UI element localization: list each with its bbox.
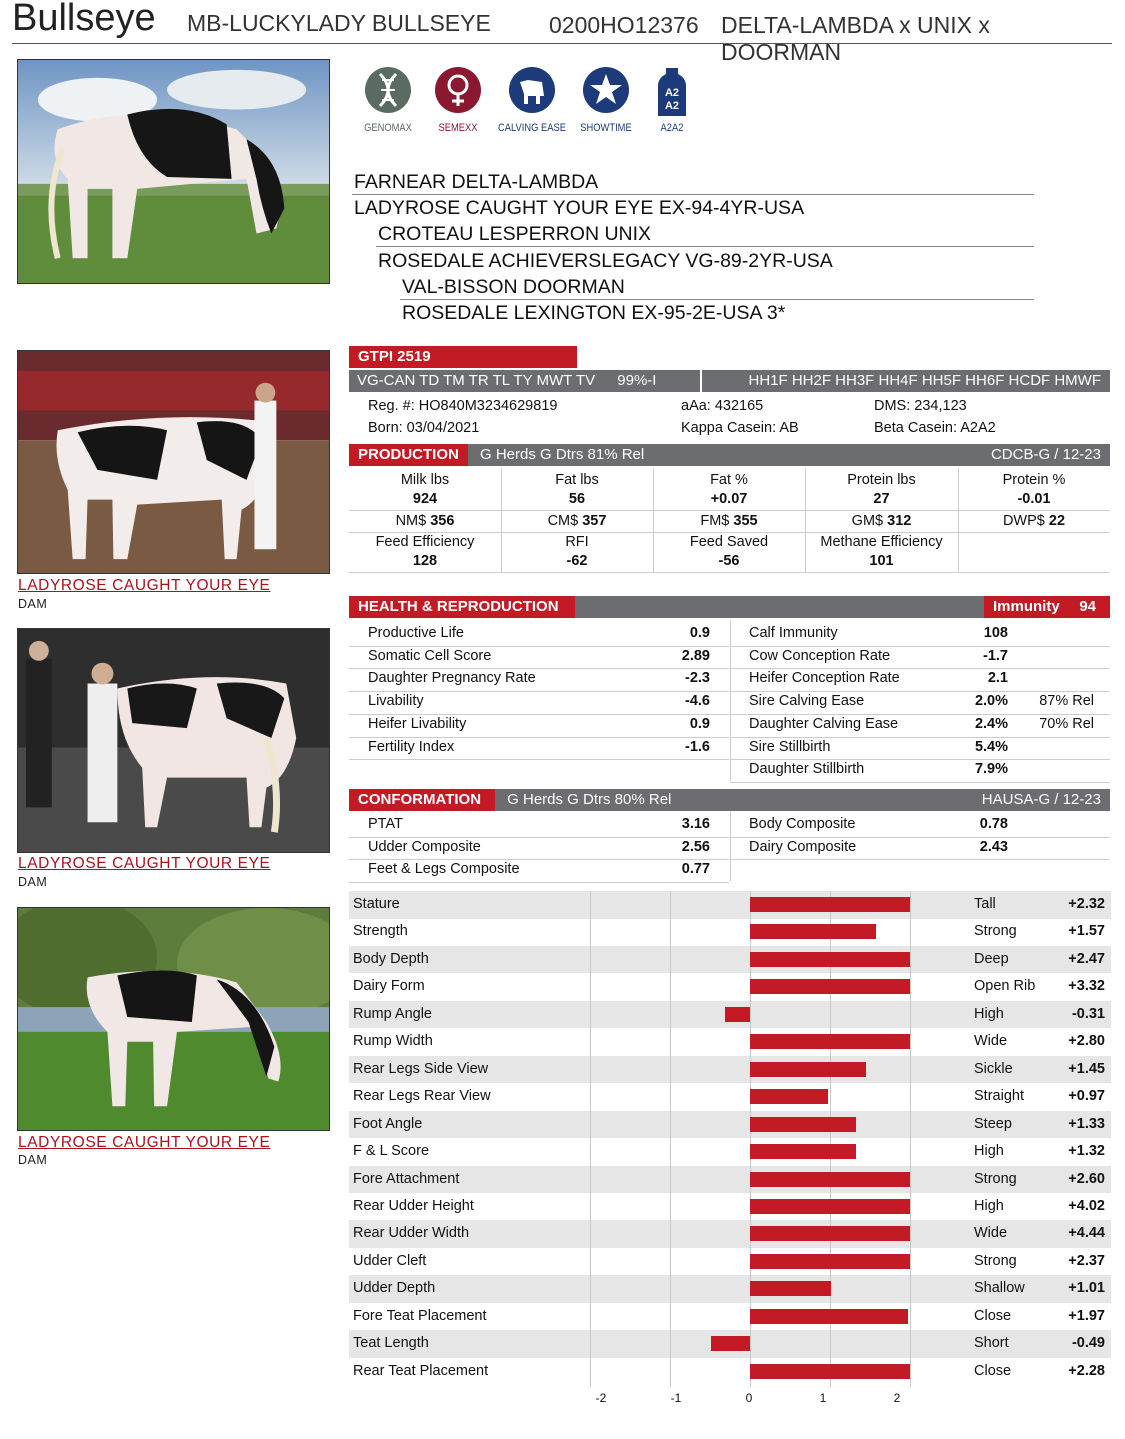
- chart-gridline: [670, 891, 671, 1387]
- grid-line: [730, 691, 1110, 692]
- trait-bar: [750, 1144, 856, 1159]
- index-value: 312: [887, 513, 912, 529]
- efficiency-value: 128: [412, 553, 438, 569]
- immunity-label: Immunity: [993, 598, 1060, 615]
- efficiency-value: -56: [718, 553, 740, 569]
- milk-bottle-icon: [656, 66, 688, 118]
- a2a2-logo: [632, 66, 712, 134]
- logo-label: SHOWTIME: [580, 122, 632, 134]
- trait-descriptor: Open Rib: [974, 978, 1036, 995]
- production-header: [349, 444, 1110, 466]
- aaa-code: aAa: 432165: [681, 398, 764, 414]
- linear-row: [349, 1303, 1111, 1331]
- conformation-label: PTAT: [368, 816, 403, 832]
- index-value: 355: [733, 513, 758, 529]
- trait-bar: [750, 897, 910, 912]
- production-label: Milk lbs: [400, 472, 450, 488]
- grid-line: [730, 714, 1110, 715]
- production-title: PRODUCTION: [349, 444, 468, 466]
- health-trait-value: 7.9%: [974, 761, 1008, 778]
- trait-descriptor: Close: [974, 1307, 1012, 1324]
- conformation-label: Udder Composite: [368, 838, 481, 855]
- health-trait-label: Cow Conception Rate: [749, 647, 891, 664]
- pedigree-mgs: CROTEAU LESPERRON UNIX: [378, 223, 652, 245]
- trait-descriptor: Close: [974, 1362, 1012, 1379]
- index-label: FM$: [700, 513, 730, 529]
- calf-icon: [508, 66, 556, 114]
- trait-name: F & L Score: [353, 1143, 430, 1160]
- trait-value: +3.32: [1068, 978, 1105, 995]
- health-trait-label: Fertility Index: [368, 738, 455, 755]
- trait-bar: [750, 1199, 910, 1214]
- linear-row: [349, 946, 1111, 974]
- classification-bar: [349, 370, 700, 392]
- trait-descriptor: Wide: [974, 1033, 1008, 1050]
- index-label: GM$: [851, 513, 884, 529]
- dam-photo-3: [17, 907, 330, 1131]
- conformation-title: CONFORMATION: [349, 789, 495, 811]
- trait-name: Rump Angle: [353, 1005, 432, 1022]
- logo-label: SEMEXX: [438, 122, 478, 134]
- linear-row: [349, 973, 1111, 1001]
- logo-label: GENOMAX: [364, 122, 412, 134]
- grid-line: [730, 782, 1110, 783]
- trait-value: +1.01: [1068, 1280, 1105, 1297]
- chart-gridline: [590, 891, 591, 1387]
- index-label: DWP$: [1002, 513, 1045, 529]
- index-cell: [653, 513, 805, 529]
- reg-number: Reg. #: HO840M3234629819: [368, 398, 558, 414]
- linear-row: [349, 1028, 1111, 1056]
- grid-line: [730, 759, 1110, 760]
- trait-bar: [750, 1309, 908, 1324]
- index-label: NM$: [395, 513, 427, 529]
- health-trait-label: Daughter Pregnancy Rate: [368, 670, 536, 687]
- trait-name: Foot Angle: [353, 1115, 423, 1132]
- grid-line: [730, 646, 1110, 647]
- production-label: Fat lbs: [555, 472, 599, 488]
- index-value: 356: [430, 513, 455, 529]
- trait-bar: [750, 924, 876, 939]
- health-trait-label: Sire Stillbirth: [749, 738, 831, 755]
- grid-line: [730, 620, 731, 781]
- conformation-label: Feet & Legs Composite: [368, 861, 520, 878]
- grid-line: [349, 532, 1110, 533]
- grid-line: [730, 737, 1110, 738]
- trait-descriptor: High: [974, 1005, 1004, 1022]
- trait-value: +1.57: [1068, 923, 1105, 940]
- beta-casein: Beta Casein: A2A2: [874, 420, 996, 436]
- health-trait-label: Daughter Stillbirth: [749, 761, 865, 778]
- health-trait-value: 0.9: [689, 715, 710, 732]
- page-header: [12, 0, 1112, 65]
- health-header: [349, 596, 1110, 618]
- efficiency-value: 101: [869, 553, 894, 569]
- linear-row: [349, 918, 1111, 946]
- health-title: HEALTH & REPRODUCTION: [349, 596, 575, 618]
- trait-name: Fore Attachment: [353, 1170, 460, 1187]
- trait-value: +0.97: [1068, 1088, 1105, 1105]
- trait-value: +2.60: [1068, 1170, 1105, 1187]
- trait-name: Teat Length: [353, 1335, 429, 1352]
- trait-name: Rear Teat Placement: [353, 1362, 489, 1379]
- conformation-label: Body Composite: [749, 816, 856, 832]
- classification-codes: VG-CAN TD TM TR TL TY MWT TV: [357, 372, 596, 389]
- trait-name: Rear Legs Side View: [353, 1060, 489, 1077]
- index-value: 357: [582, 513, 607, 529]
- trait-name: Fore Teat Placement: [353, 1307, 487, 1324]
- dam-label-3: DAM: [18, 1153, 48, 1167]
- health-trait-value: 108: [983, 625, 1008, 641]
- production-value: 924: [412, 491, 438, 507]
- svg-text:A2: A2: [664, 87, 680, 99]
- trait-value: +4.44: [1068, 1225, 1105, 1242]
- kappa-casein: Kappa Casein: AB: [681, 420, 799, 436]
- conformation-value: 2.56: [681, 838, 710, 855]
- linear-row: [349, 1111, 1111, 1139]
- grid-line: [805, 468, 806, 572]
- health-trait-value: 0.9: [689, 625, 710, 641]
- linear-trait-chart: [349, 891, 1111, 1411]
- trait-value: +2.37: [1068, 1252, 1105, 1269]
- trait-bar: [750, 1254, 910, 1269]
- trait-descriptor: Shallow: [974, 1280, 1025, 1297]
- grid-line: [349, 691, 729, 692]
- semexx-logo: [418, 66, 498, 134]
- health-trait-label: Productive Life: [368, 625, 464, 641]
- index-cell: [958, 513, 1110, 529]
- grid-line: [349, 859, 729, 860]
- reliability-value: 87% Rel: [1039, 693, 1094, 710]
- grid-line: [730, 859, 1110, 860]
- production-source: CDCB-G / 12-23: [990, 446, 1101, 463]
- trait-descriptor: Wide: [974, 1225, 1008, 1242]
- bull-photo: [17, 59, 330, 284]
- dms-code: DMS: 234,123: [874, 398, 967, 414]
- linear-row: [349, 891, 1111, 919]
- trait-descriptor: Steep: [974, 1115, 1012, 1132]
- conformation-header: [349, 789, 1110, 811]
- trait-bar: [750, 1172, 910, 1187]
- health-trait-value: 5.4%: [974, 738, 1008, 755]
- grid-line: [349, 837, 729, 838]
- production-info: G Herds G Dtrs 81% Rel: [480, 446, 645, 463]
- conformation-source: HAUSA-G / 12-23: [981, 791, 1101, 808]
- linear-row: [349, 1166, 1111, 1194]
- trait-value: +1.97: [1068, 1307, 1105, 1324]
- trait-bar: [750, 952, 910, 967]
- production-label: Protein lbs: [847, 472, 916, 488]
- production-label: Protein %: [1002, 472, 1066, 488]
- index-cell: [349, 513, 501, 529]
- health-trait-value: 2.0%: [974, 693, 1008, 710]
- grid-line: [349, 882, 729, 883]
- grid-line: [349, 668, 729, 669]
- trait-descriptor: Short: [974, 1335, 1009, 1352]
- index-label: CM$: [547, 513, 579, 529]
- trait-value: -0.49: [1071, 1335, 1105, 1352]
- grid-line: [349, 510, 1110, 511]
- grid-line: [730, 668, 1110, 669]
- trait-descriptor: Strong: [974, 1252, 1017, 1269]
- pedigree-dam: LADYROSE CAUGHT YOUR EYE EX-94-4YR-USA: [354, 197, 805, 219]
- trait-bar: [750, 1089, 828, 1104]
- grid-line: [349, 572, 1110, 573]
- efficiency-value: -62: [566, 553, 588, 569]
- conformation-info: G Herds G Dtrs 80% Rel: [507, 791, 672, 808]
- production-value: -0.01: [1017, 491, 1051, 507]
- grid-line: [349, 646, 729, 647]
- conformation-value: 0.77: [681, 861, 710, 878]
- trait-name: Body Depth: [353, 950, 429, 967]
- trait-bar: [750, 1364, 910, 1379]
- trait-bar: [750, 1226, 910, 1241]
- trait-bar: [750, 1034, 910, 1049]
- conformation-label: Dairy Composite: [749, 838, 857, 855]
- grid-line: [349, 759, 729, 760]
- health-trait-value: 2.89: [681, 647, 710, 664]
- health-trait-value: -4.6: [685, 693, 710, 710]
- axis-tick-label: 2: [893, 1391, 901, 1405]
- trait-name: Udder Cleft: [353, 1252, 427, 1269]
- trait-name: Stature: [353, 896, 400, 912]
- trait-value: +1.32: [1068, 1143, 1105, 1160]
- reliability-value: 70% Rel: [1039, 715, 1094, 732]
- star-icon: [582, 66, 630, 114]
- header-pedigree: DELTA-LAMBDA x UNIX x DOORMAN: [721, 12, 990, 65]
- linear-row: [349, 1138, 1111, 1166]
- trait-value: -0.31: [1071, 1005, 1105, 1022]
- trait-descriptor: Tall: [974, 896, 996, 912]
- trait-bar: [711, 1336, 750, 1351]
- production-value: +0.07: [710, 491, 748, 507]
- linear-row: [349, 1275, 1111, 1303]
- trait-descriptor: Deep: [974, 950, 1009, 967]
- linear-row: [349, 1056, 1111, 1084]
- trait-name: Dairy Form: [353, 978, 425, 995]
- axis-tick-label: -2: [595, 1391, 607, 1405]
- efficiency-label: RFI: [565, 534, 589, 550]
- svg-text:A2: A2: [664, 100, 680, 112]
- genomax-logo: [348, 66, 428, 134]
- health-trait-value: -2.3: [685, 670, 710, 687]
- health-trait-value: -1.6: [685, 738, 710, 755]
- haplotype-bar: HH1F HH2F HH3F HH4F HH5F HH6F HCDF HMWF: [702, 370, 1110, 392]
- conformation-value: 2.43: [979, 838, 1008, 855]
- trait-value: +1.33: [1068, 1115, 1105, 1132]
- efficiency-label: Feed Saved: [689, 534, 769, 550]
- gtpi-badge: GTPI 2519: [349, 346, 577, 368]
- trait-value: +2.80: [1068, 1033, 1105, 1050]
- index-value: 22: [1048, 513, 1066, 529]
- linear-row: [349, 1001, 1111, 1029]
- dna-icon: [364, 66, 412, 114]
- logo-label: CALVING EASE: [498, 122, 566, 134]
- pedigree-sire: FARNEAR DELTA-LAMBDA: [354, 171, 599, 193]
- pedigree-divider: [400, 299, 1034, 300]
- logo-label: A2A2: [660, 122, 684, 134]
- production-value: 27: [873, 491, 890, 507]
- grid-line: [349, 714, 729, 715]
- bull-name: Bullseye: [12, 0, 156, 39]
- health-trait-value: -1.7: [983, 647, 1008, 664]
- grid-line: [730, 811, 731, 881]
- trait-descriptor: High: [974, 1197, 1004, 1214]
- dam-label-2: DAM: [18, 875, 48, 889]
- trait-name: Udder Depth: [353, 1280, 436, 1297]
- health-trait-label: Calf Immunity: [749, 625, 838, 641]
- trait-descriptor: Sickle: [974, 1060, 1013, 1077]
- health-trait-label: Heifer Conception Rate: [749, 670, 900, 687]
- dam-caption-2[interactable]: LADYROSE CAUGHT YOUR EYE: [18, 855, 271, 872]
- trait-value: +2.47: [1068, 950, 1105, 967]
- grid-line: [349, 737, 729, 738]
- efficiency-label: Methane Efficiency: [820, 534, 943, 550]
- pedigree-mggs: VAL-BISSON DOORMAN: [402, 276, 625, 298]
- grid-line: [958, 468, 959, 572]
- dam-caption-1[interactable]: LADYROSE CAUGHT YOUR EYE: [18, 577, 271, 594]
- efficiency-label: Feed Efficiency: [375, 534, 475, 550]
- trait-bar: [750, 1117, 856, 1132]
- trait-descriptor: Strong: [974, 923, 1017, 940]
- immunity-value: 94: [1079, 598, 1096, 615]
- conformation-value: 0.78: [979, 816, 1008, 832]
- immunity-badge: [984, 596, 1110, 618]
- dam-photo-1: [17, 350, 330, 574]
- conformation-value: 3.16: [681, 816, 710, 832]
- health-trait-value: 2.1: [987, 670, 1008, 687]
- axis-tick-label: 0: [745, 1391, 753, 1405]
- bull-code: 0200HO12376: [549, 12, 699, 38]
- production-value: 56: [568, 491, 586, 507]
- trait-name: Rear Udder Height: [353, 1197, 474, 1214]
- trait-value: +1.45: [1068, 1060, 1105, 1077]
- pedigree-divider: [376, 246, 1034, 247]
- health-trait-label: Sire Calving Ease: [749, 693, 865, 710]
- grid-line: [653, 468, 654, 572]
- axis-tick-label: 1: [819, 1391, 827, 1405]
- trait-bar: [750, 1281, 831, 1296]
- health-trait-label: Daughter Calving Ease: [749, 715, 899, 732]
- index-cell: [805, 513, 958, 529]
- health-trait-value: 2.4%: [974, 715, 1008, 732]
- linear-row: [349, 1358, 1111, 1386]
- health-trait-label: Somatic Cell Score: [368, 647, 492, 664]
- health-trait-label: Heifer Livability: [368, 715, 467, 732]
- pedigree-mgd: ROSEDALE ACHIEVERSLEGACY VG-89-2YR-USA: [378, 250, 833, 272]
- health-trait-label: Livability: [368, 693, 424, 710]
- grid-line: [501, 468, 502, 572]
- female-symbol-icon: [434, 66, 482, 114]
- pedigree-mggd: ROSEDALE LEXINGTON EX-95-2E-USA 3*: [402, 302, 786, 324]
- grid-line: [730, 837, 1110, 838]
- dam-label-1: DAM: [18, 597, 48, 611]
- trait-name: Rear Udder Width: [353, 1225, 470, 1242]
- trait-descriptor: High: [974, 1143, 1004, 1160]
- linear-row: [349, 1330, 1111, 1358]
- linear-row: [349, 1248, 1111, 1276]
- pedigree-divider: [352, 194, 1034, 195]
- birth-date: Born: 03/04/2021: [368, 420, 480, 436]
- trait-name: Rear Legs Rear View: [353, 1088, 491, 1105]
- trait-value: +2.32: [1068, 896, 1105, 912]
- trait-name: Rump Width: [353, 1033, 433, 1050]
- registered-name: MB-LUCKYLADY BULLSEYE: [187, 10, 491, 36]
- trait-bar: [725, 1007, 750, 1022]
- calving-ease-logo: [492, 66, 572, 134]
- linear-row: [349, 1220, 1111, 1248]
- trait-bar: [750, 1062, 866, 1077]
- trait-value: +2.28: [1068, 1362, 1105, 1379]
- classification-pct: 99%-I: [617, 372, 657, 389]
- linear-row: [349, 1083, 1111, 1111]
- dam-caption-3[interactable]: LADYROSE CAUGHT YOUR EYE: [18, 1134, 271, 1151]
- linear-row: [349, 1193, 1111, 1221]
- dam-photo-2: [17, 628, 330, 853]
- index-cell: [501, 513, 653, 529]
- trait-name: Strength: [353, 923, 408, 940]
- axis-tick-label: -1: [670, 1391, 682, 1405]
- trait-descriptor: Strong: [974, 1170, 1017, 1187]
- chart-gridline: [910, 891, 911, 1387]
- production-label: Fat %: [710, 472, 748, 488]
- trait-bar: [750, 979, 910, 994]
- trait-descriptor: Straight: [974, 1088, 1024, 1105]
- trait-value: +4.02: [1068, 1197, 1105, 1214]
